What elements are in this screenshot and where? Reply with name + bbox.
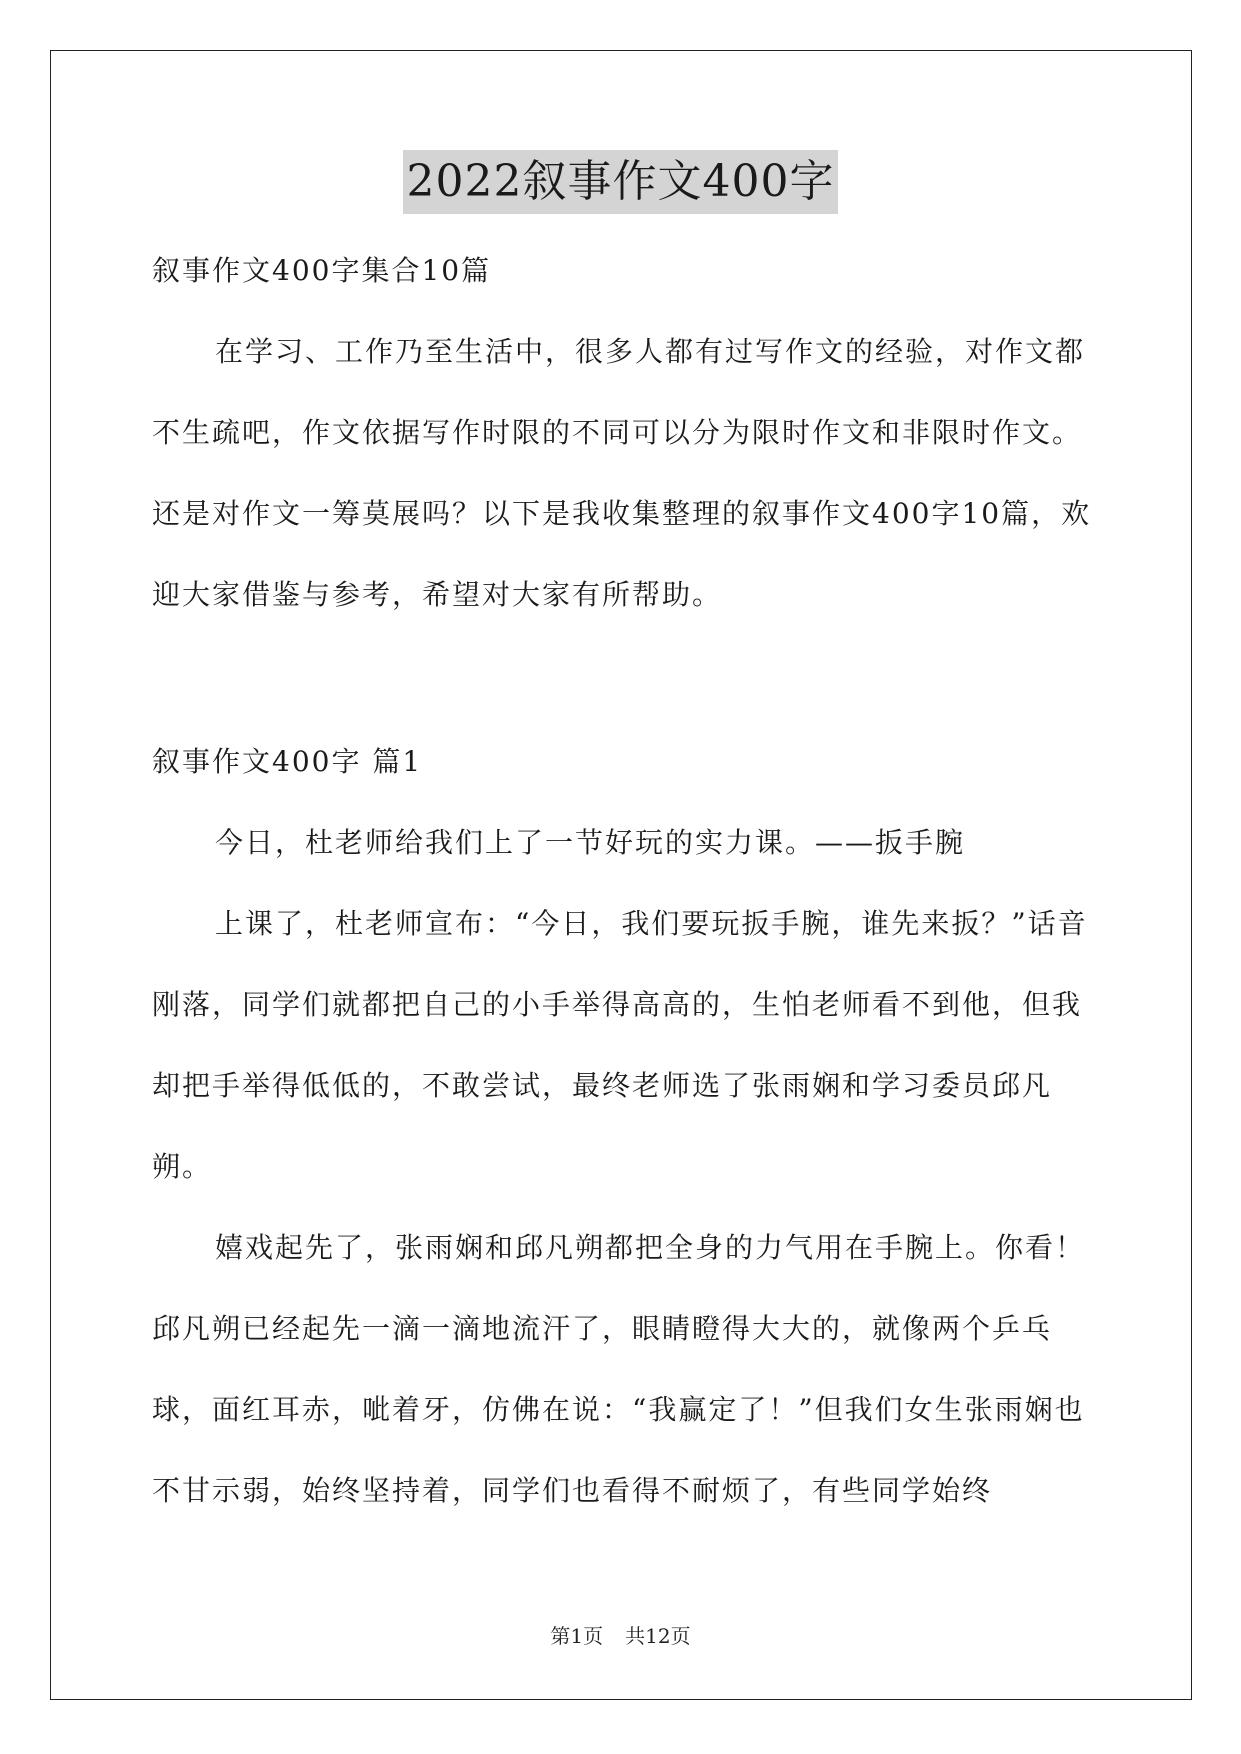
body-paragraph: 嬉戏起先了，张雨娴和邱凡朔都把全身的力气用在手腕上。你看！邱凡朔已经起先一滴一滴地流汗了，眼睛瞪得大大的，就像两个乒乓球，面红耳赤，呲着牙，仿佛在说：“我赢定了！”但我们女生张雨娴也不甘示弱，始终坚持着，同学们也看得不耐烦了，有些同学始终 <box>152 1231 1086 1507</box>
intro-paragraph: 在学习、工作乃至生活中，很多人都有过写作文的经验，对作文都不生疏吧，作文依据写作时限的不同可以分为限时作文和非限时作文。还是对作文一筹莫展吗？以下是我收集整理的叙事作文400字10篇，欢迎大家借鉴与参考，希望对大家有所帮助。 <box>152 335 1092 611</box>
title-container <box>0 150 1241 214</box>
document-title: 2022叙事作文400字 <box>403 150 839 214</box>
page-footer <box>0 1620 1241 1649</box>
page-number: 第1页 <box>550 1624 604 1648</box>
collection-subtitle: 叙事作文400字集合10篇 <box>152 254 492 287</box>
section-spacer <box>152 635 1092 721</box>
body-paragraph: 上课了，杜老师宣布：“今日，我们要玩扳手腕，谁先来扳？”话音刚落，同学们就都把自己的小手举得高高的，生怕老师看不到他，但我却把手举得低低的，不敢尝试，最终老师选了张雨娴和学习委员邱凡朔。 <box>152 907 1088 1183</box>
document-body <box>152 230 1092 1531</box>
body-paragraph: 今日，杜老师给我们上了一节好玩的实力课。——扳手腕 <box>215 826 966 859</box>
section-heading: 叙事作文400字 篇1 <box>152 745 423 778</box>
page-total: 共12页 <box>625 1624 691 1648</box>
